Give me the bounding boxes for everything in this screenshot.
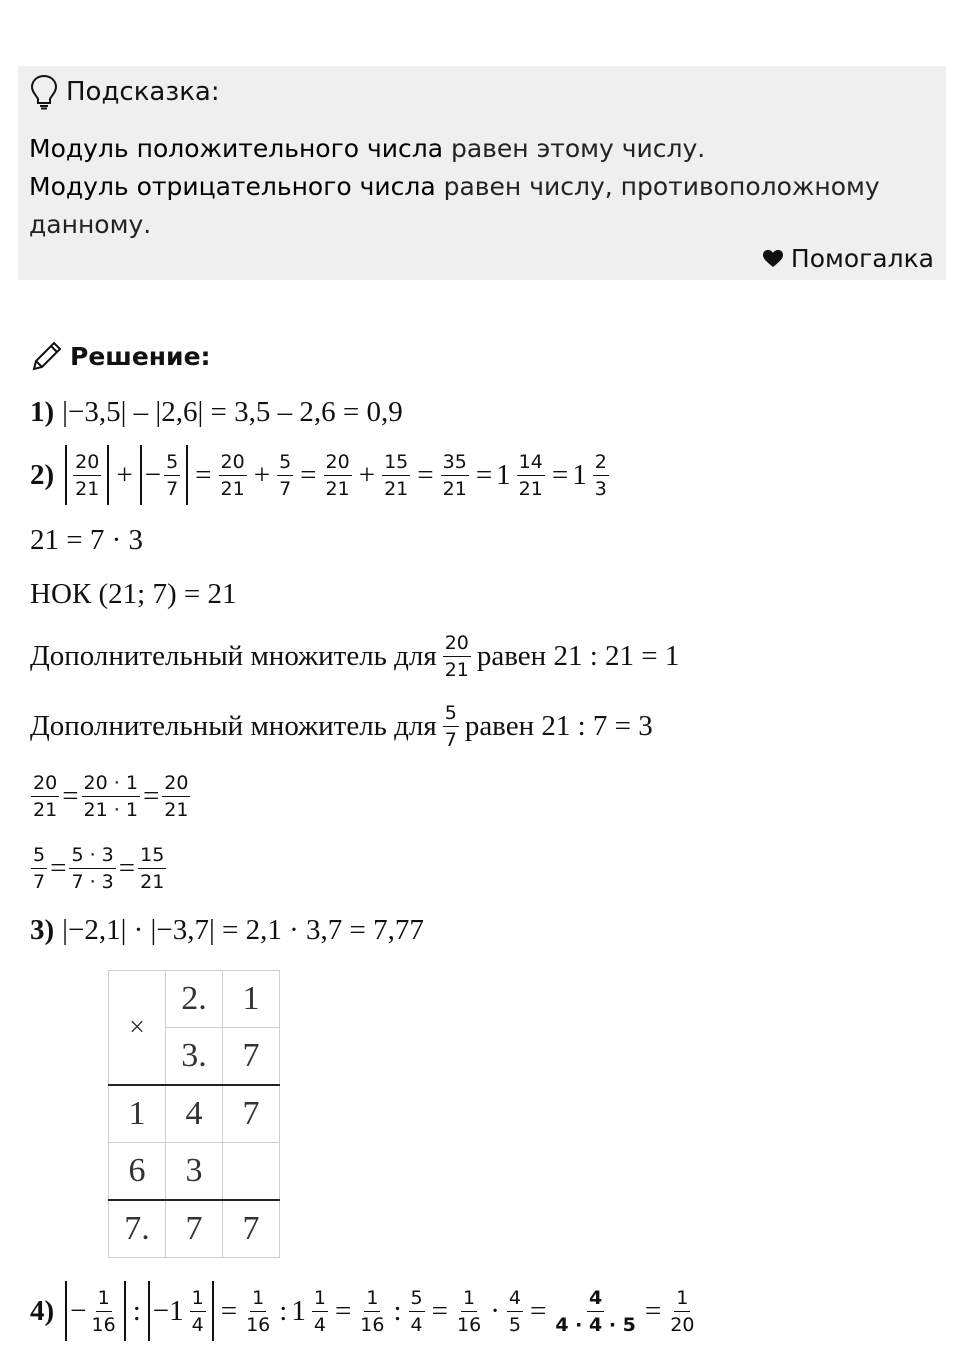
step-4: 4) − $\frac{1}{16}$ : − 1 $\frac{1}{4}$ = $\frac{1}{16}$ : 1 $\frac{1}{4}$ = $\frac{1}{16}$ : $\frac{5}{4}$ = $\frac{1}{16}$ · $\frac{4}{5}$ = $\frac{4}{4 \cdot 4 \cdot 5}$ = $\frac{1}{20}$ [30, 1278, 699, 1344]
grid-cell: 7 [223, 1200, 280, 1258]
step-lcm: НОК (21; 7) = 21 [30, 577, 237, 610]
hint-line-1-rest: равен этому числу. [443, 134, 706, 163]
brand-label: Помогалка [790, 244, 934, 273]
grid-cell [223, 1143, 280, 1201]
step-1 [30, 390, 403, 434]
grid-cell: 3. [166, 1028, 223, 1086]
grid-cell: 7 [223, 1085, 280, 1143]
step-expand-1: $\frac{20}{21}$ = $\frac{20 \cdot 1}{21 \cdot 1}$ = $\frac{20}{21}$ [33, 771, 189, 821]
grid-cell: 3 [166, 1143, 223, 1201]
step-1-expression: |−3,5| – |2,6| = 3,5 – 2,6 = 0,9 [62, 395, 403, 428]
mixed-number: 1 $\frac{2}{3}$ [572, 450, 607, 500]
multiplication-grid [108, 970, 280, 1258]
fraction: $\frac{20}{21}$ [220, 450, 245, 500]
fraction: $\frac{20}{21}$ [75, 450, 100, 500]
fraction: $\frac{5}{7}$ [279, 450, 292, 500]
grid-cell: 1 [223, 971, 280, 1028]
step-multiplier-1: Дополнительный множитель для $\frac{20}{21}$ равен 21 : 21 = 1 [30, 631, 680, 681]
grid-cell: 4 [166, 1085, 223, 1143]
fraction: $\frac{35}{21}$ [442, 450, 467, 500]
hint-line-1 [29, 130, 929, 168]
hint-title [30, 72, 220, 112]
grid-cell: 6 [109, 1143, 166, 1201]
step-4-number: 4) [30, 1294, 55, 1327]
hint-line-2-rest: равен числу, противоположному данному. [29, 172, 880, 239]
step-3-expression: |−2,1| · |−3,7| = 2,1 · 3,7 = 7,77 [62, 913, 424, 946]
grid-cell: 7. [109, 1200, 166, 1258]
solution-title-text: Решение: [70, 341, 211, 371]
step-factorization: 21 = 7 · 3 [30, 523, 144, 556]
pencil-icon [30, 339, 64, 373]
step-3 [30, 908, 424, 952]
fraction: $\frac{15}{21}$ [384, 450, 409, 500]
hint-line-2-bold: Модуль отрицательного числа [29, 172, 436, 201]
step-3-number: 3) [30, 913, 55, 946]
step-2: 2) $\frac{20}{21}$ + − $\frac{5}{7}$ = $\frac{20}{21}$ + $\frac{5}{7}$ = $\frac{20}{21}$ + $\frac{15}{21}$ = $\frac{35}{21}$ = 1 $\frac{14}{21}$ = 1 $\frac{2}{3}$ [30, 442, 612, 508]
abs-b: − 1 $\frac{1}{4}$ [148, 1281, 214, 1341]
grid-cell: 1 [109, 1085, 166, 1143]
step-1-number: 1) [30, 395, 55, 428]
times-sign: × [109, 971, 166, 1086]
grid-cell: 7 [223, 1028, 280, 1086]
hint-text [29, 130, 929, 244]
step-multiplier-2: Дополнительный множитель для $\frac{5}{7}$ равен 21 : 7 = 3 [30, 701, 653, 751]
hint-title-text: Подсказка: [66, 77, 220, 107]
grid-cell: 2. [166, 971, 223, 1028]
solution-title [30, 336, 211, 376]
hint-line-2 [29, 168, 929, 244]
fraction: $\frac{20}{21}$ [325, 450, 350, 500]
hint-line-1-bold: Модуль положительного числа [29, 134, 444, 163]
grid-cell: 7 [166, 1200, 223, 1258]
abs-a [65, 445, 109, 505]
brand[interactable] [763, 244, 934, 273]
lightbulb-icon [30, 74, 58, 110]
heart-icon [763, 250, 783, 268]
abs-b: − $\frac{5}{7}$ [140, 445, 188, 505]
mixed-number: 1 $\frac{14}{21}$ [496, 450, 543, 500]
step-expand-2: $\frac{5}{7}$ = $\frac{5 \cdot 3}{7 \cdot 3}$ = $\frac{15}{21}$ [33, 843, 165, 893]
abs-a: − $\frac{1}{16}$ [65, 1281, 126, 1341]
fraction: $\frac{5}{7}$ [166, 450, 179, 500]
step-2-number: 2) [30, 458, 55, 491]
